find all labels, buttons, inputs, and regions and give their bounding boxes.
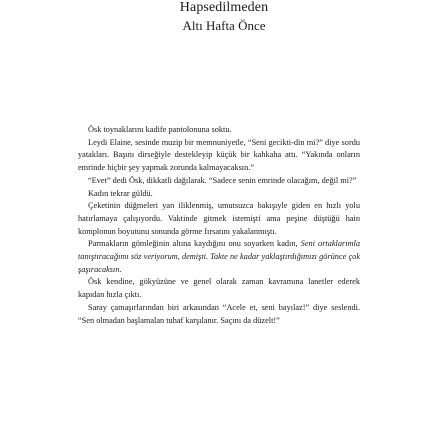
paragraph-text: Ösk toynaklarını kadife pantolonuna soktu. [88,125,232,134]
paragraph [78,175,360,188]
paragraph-text: Leydi Elaine, sesinde muzip bir memnuniyetle, “Seni gecikti-din mi?” diye sordu yatakları. Başını dirseğiyle destekleyip küçük bir kahkaha attı. “Yakında onların emrinde hiçbir şey yapmak zorunda kalmayacaksın.” [78,137,360,173]
paragraph [78,188,360,201]
paragraph [78,137,360,175]
chapter-body [78,124,360,327]
paragraph-italic-text: Seni ortaklarımla tanıştıracağımı söz veriyorum, demişti. Takte ne kadar yaklaştırdığımızı görünce çok şaşıracaksın. [78,239,360,274]
paragraph [78,302,360,327]
paragraph [78,124,360,137]
paragraph-text: Çeketinin düğmeleri yan iliklenmiş, umutsuzca bakışıyle giden en hızlı yolu hatırlamaya çalışıyordu. Vaktinde gitmek istemişti ama peşine düştüğü hain komplonun boyutunu sonunda görme fırsatını yakalanmıştı. [78,201,360,236]
paragraph-text: Parmakların gömleğinin altına kaydığını onu soyarken kadın, [88,239,298,249]
chapter-header [0,0,448,33]
paragraph-text: Kadın tekrar güldü. [88,188,153,198]
chapter-title: Hapsedilmeden [179,0,269,15]
paragraph-text: “Evet” dedi Ösk, dikkatli dağılarak. “Sadece senin emrinde olacağım, değil mi?” [88,175,357,185]
paragraph-text: Ösk kendine, gökyüzüne ve genel olarak zaman kavramına lanetler ederek kapıdan hızla çıktı. [78,277,360,300]
paragraph [78,238,360,276]
paragraph [78,276,360,301]
chapter-subtitle: Altı Hafta Önce [182,18,266,33]
paragraph [78,200,360,238]
paragraph-text: Saray çamaşırlarından biri arkasından “Acele et, seni bayılaz!” diye seslendi. “Sen olmadan başlamalan tuhaf karşılanır. Saçını da düzelt!” [78,302,360,325]
